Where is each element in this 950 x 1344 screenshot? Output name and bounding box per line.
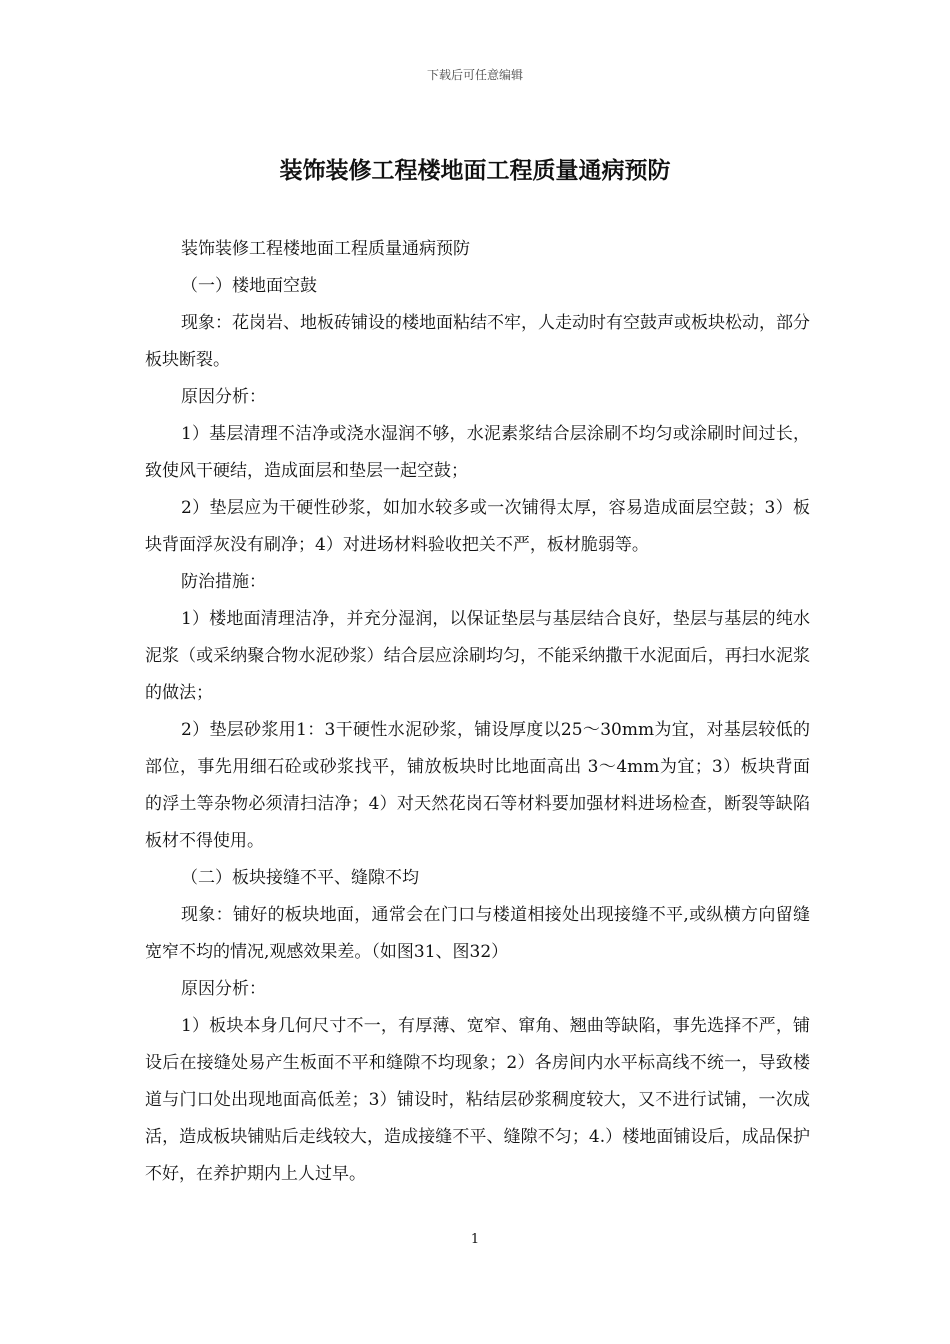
label-cause-analysis-1: 原因分析：	[181, 387, 266, 407]
label-prevention-1: 防治措施：	[181, 572, 266, 592]
paragraph-cause-1a: 1）基层清理不洁净或浇水湿润不够，水泥素浆结合层涂刷不均匀或涂刷时间过长，致使风干硬结，造成面层和垫层一起空鼓；	[145, 424, 810, 481]
document-body	[145, 231, 810, 1193]
paragraph-prevention-1a: 1）楼地面清理洁净，并充分湿润，以保证垫层与基层结合良好，垫层与基层的纯水泥浆（或采纳聚合物水泥砂浆）结合层应涂刷均匀，不能采纳撒干水泥面后，再扫水泥浆的做法；	[145, 609, 810, 703]
section-heading-2: （二）板块接缝不平、缝隙不均	[181, 868, 419, 888]
paragraph-cause-2: 1）板块本身几何尺寸不一，有厚薄、宽窄、窜角、翘曲等缺陷，事先选择不严，铺设后在接缝处易产生板面不平和缝隙不均现象；2）各房间内水平标高线不统一，导致楼道与门口处出现地面高低差；3）铺设时，粘结层砂浆稠度较大，又不进行试铺，一次成活，造成板块铺贴后走线较大，造成接缝不平、缝隙不匀；4.）楼地面铺设后，成品保护不好，在养护期内上人过早。	[145, 1016, 810, 1184]
page-header: 下载后可任意编辑	[426, 68, 523, 82]
label-cause-analysis-2: 原因分析：	[181, 979, 266, 999]
paragraph-intro: 装饰装修工程楼地面工程质量通病预防	[181, 239, 470, 259]
document-title: 装饰装修工程楼地面工程质量通病预防	[279, 158, 671, 184]
paragraph-phenomenon-1: 现象：花岗岩、地板砖铺设的楼地面粘结不牢，人走动时有空鼓声或板块松动，部分板块断裂。	[145, 313, 810, 370]
paragraph-phenomenon-2: 现象：铺好的板块地面，通常会在门口与楼道相接处出现接缝不平,或纵横方向留缝宽窄不均的情况,观感效果差。（如图31、图32）	[145, 905, 810, 962]
page-number: 1	[470, 1232, 480, 1247]
paragraph-cause-1b: 2）垫层应为干硬性砂浆，如加水较多或一次铺得太厚，容易造成面层空鼓；3）板块背面浮灰没有刷净；4）对进场材料验收把关不严，板材脆弱等。	[145, 498, 810, 555]
paragraph-prevention-1b: 2）垫层砂浆用1：3干硬性水泥砂浆，铺设厚度以25～30mm为宜，对基层较低的部位，事先用细石砼或砂浆找平，铺放板块时比地面高出 3～4mm为宜；3）板块背面的浮土等杂物必须清扫洁净；4）对天然花岗石等材料要加强材料进场检查，断裂等缺陷板材不得使用。	[145, 720, 810, 851]
section-heading-1: （一）楼地面空鼓	[181, 276, 317, 296]
